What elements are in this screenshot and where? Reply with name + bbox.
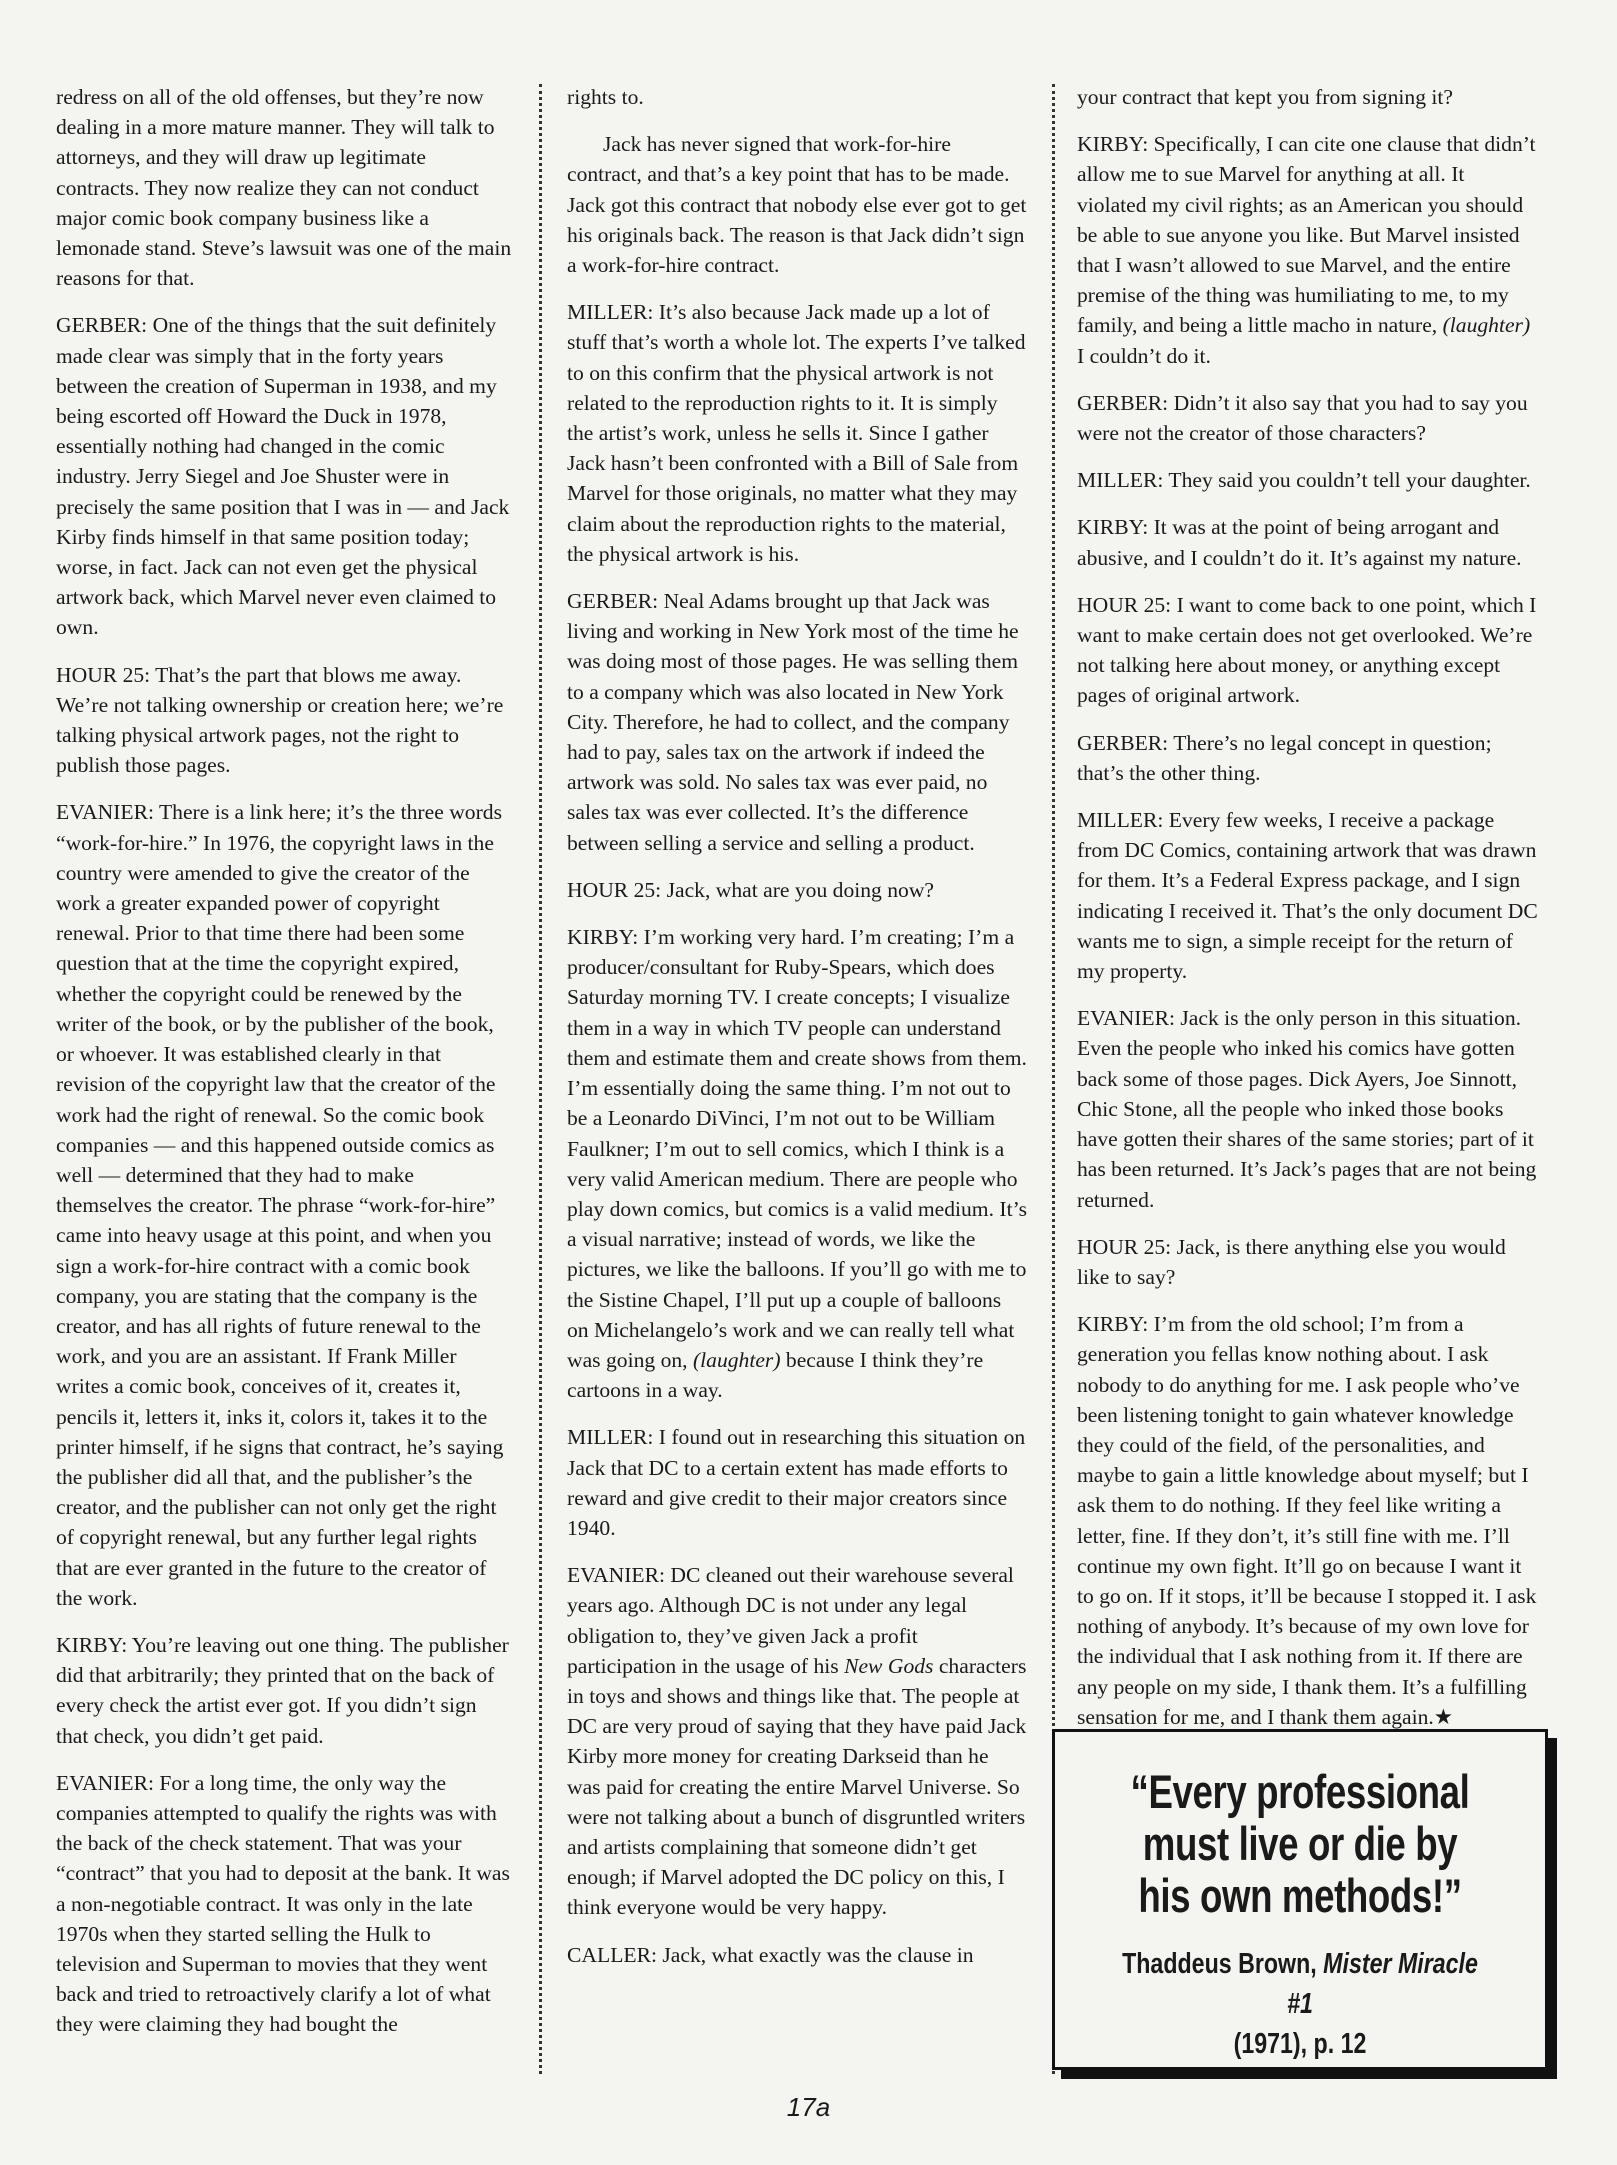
paragraph: GERBER: Neal Adams brought up that Jack was living and working in New York most of the time he was doing most of those pages. He was selling them to a company which was also located in New York City. Therefore, he had to collect, and the company had to pay, sales tax on the artwork if indeed the artwork was sold. No sales tax was ever paid, no sales tax was ever collected. It’s the difference between selling a service and selling a product. [567, 589, 1019, 855]
paragraph: Jack has never signed that work-for-hire contract, and that’s a key point that has to be made. Jack got this contract that nobody else ever got to get his originals back. The reason is that Jack didn’t sign a work-for-hire contract. [567, 132, 1027, 278]
quote-author: Thaddeus Brown, [1122, 1948, 1317, 1980]
paragraph: HOUR 25: Jack, is there anything else you would like to say? [1077, 1234, 1506, 1289]
paragraph: KIRBY: You’re leaving out one thing. The publisher did that arbitrarily; they printed that on the back of every check the artist ever got. If you didn’t sign that check, you didn’t get paid. [56, 1632, 509, 1748]
column-1 [56, 82, 514, 2057]
column-divider [539, 84, 542, 2074]
paragraph: MILLER: It’s also because Jack made up a lot of stuff that’s worth a whole lot. The experts I’ve talked to on this confirm that the physical artwork is not related to the reproduction rights to it. It is simply the artist’s work, unless he sells it. Since I gather Jack hasn’t been confronted with a Bill of Sale from Marvel for those originals, no matter what they may claim about the reproduction rights to the material, the physical artwork is his. [567, 300, 1026, 566]
paragraph: EVANIER: Jack is the only person in this situation. Even the people who inked his comics have gotten back some of those pages. Dick Ayers, Joe Sinnott, Chic Stone, all the people who inked those books have gotten their shares of the same stories; part of it has been returned. It’s Jack’s pages that are not being returned. [1077, 1006, 1537, 1212]
pull-quote-text: “Every professional must live or die by his own methods!” [1130, 1765, 1470, 1922]
paragraph: KIRBY: Specifically, I can cite one clause that didn’t allow me to sue Marvel for anything at all. It violated my civil rights; as an American you should be able to sue anyone you like. But Marvel insisted that I wasn’t allowed to sue Marvel, and the entire premise of the thing was humiliating to me, to my family, and being a little macho in nature, (laughter) I couldn’t do it. [1077, 132, 1536, 368]
paragraph: rights to. [567, 85, 644, 109]
pull-quote-box [1052, 1729, 1548, 2070]
paragraph: MILLER: I found out in researching this situation on Jack that DC to a certain extent has made efforts to reward and give credit to their major creators since 1940. [567, 1425, 1026, 1540]
column-2 [567, 82, 1027, 1987]
column-3 [1077, 82, 1539, 1749]
paragraph: your contract that kept you from signing it? [1077, 85, 1454, 109]
paragraph: HOUR 25: I want to come back to one point, which I want to make certain does not get overlooked. We’re not talking here about money, or anything except pages of original artwork. [1077, 592, 1537, 708]
page-number: 17a [786, 2092, 831, 2122]
paragraph: GERBER: There’s no legal concept in question; that’s the other thing. [1077, 730, 1492, 785]
paragraph: EVANIER: For a long time, the only way the companies attempted to qualify the rights was with the back of the check statement. That was your “contract” that you had to deposit at the bank. It was a non-negotiable contract. It was only in the late 1970s when they started selling the Hulk to television and Superman to movies that they went back and tried to retroactively clarify a lot of what they were claiming they had bought the [56, 1770, 510, 2037]
paragraph: MILLER: They said you couldn’t tell your daughter. [1077, 468, 1531, 493]
paragraph: KIRBY: I’m working very hard. I’m creating; I’m a producer/consultant for Ruby-Spears, which does Saturday morning TV. I create concepts; I visualize them in a way in which TV people can understand them and estimate them and create shows from them. I’m essentially doing the same thing. I’m not out to be a Leonardo DiVinci, I’m not out to be William Faulkner; I’m out to sell comics, which I think is a very valid American medium. There are people who play down comics, but comics is a valid medium. It’s a visual narrative; instead of words, we like the pictures, we like the balloons. If you’ll go with me to the Sistine Chapel, I’ll put up a couple of balloons on Michelangelo’s work and we can really tell what was going on, (laughter) because I think they’re cartoons in a way. [567, 925, 1027, 1403]
paragraph: HOUR 25: That’s the part that blows me away. We’re not talking ownership or creation here; we’re talking physical artwork pages, not the right to publish those pages. [56, 662, 504, 778]
paragraph: redress on all of the old offenses, but they’re now dealing in a more mature manner. They will talk to attorneys, and they will draw up legitimate contracts. They now realize they can not conduct major comic book company business like a lemonade stand. Steve’s lawsuit was one of the main reasons for that. [56, 85, 512, 291]
quote-work: Mister Miracle #1 [1287, 1948, 1478, 2020]
paragraph: GERBER: One of the things that the suit definitely made clear was simply that in the forty years between the creation of Superman in 1938, and my being escorted off Howard the Duck in 1978, essentially nothing had changed in the comic industry. Jerry Siegel and Joe Shuster were in precisely the same position that I was in — and Jack Kirby finds himself in that same position today; worse, in fact. Jack can not even get the physical artwork back, which Marvel never even claimed to own. [56, 313, 510, 640]
paragraph: MILLER: Every few weeks, I receive a package from DC Comics, containing artwork that was drawn for them. It’s a Federal Express package, and I sign indicating I received it. That’s the only document DC wants me to sign, a simple receipt for the return of my property. [1077, 808, 1538, 984]
paragraph: HOUR 25: Jack, what are you doing now? [567, 877, 935, 902]
paragraph: KIRBY: It was at the point of being arrogant and abusive, and I couldn’t do it. It’s against my nature. [1077, 515, 1522, 570]
paragraph: GERBER: Didn’t it also say that you had to say you were not the creator of those characters? [1077, 390, 1528, 446]
paragraph: EVANIER: DC cleaned out their warehouse several years ago. Although DC is not under any legal obligation to, they’ve given Jack a profit participation in the usage of his New Gods characters in toys and shows and things like that. The people at DC are very proud of saying that they have paid Jack Kirby more money for creating Darkseid than he was paid for creating the entire Marvel Universe. So were not talking about a bunch of disgruntled writers and artists complaining that someone didn’t get enough; if Marvel adopted the DC policy on this, I think everyone would be very happy. [567, 1563, 1027, 1920]
paragraph: CALLER: Jack, what exactly was the clause in [567, 1942, 974, 1967]
paragraph: KIRBY: I’m from the old school; I’m from a generation you fellas know nothing about. I ask nobody to do anything for me. I ask people who’ve been listening tonight to gain whatever knowledge they could of the field, of the personalities, and maybe to gain a little knowledge about myself; but I ask them to do nothing. If they feel like writing a letter, fine. If they don’t, it’s still fine with me. I’ll continue my own fight. It’ll go on because I want it to go on. If it stops, it’ll be because I stopped it. I ask nothing of anybody. It’s because of my own love for the individual that I ask nothing from it. If there are any people on my side, I thank them. It’s a fulfilling sensation for me, and I thank them again.★ [1077, 1312, 1537, 1729]
pull-quote-attribution [1120, 1944, 1480, 2064]
quote-details: (1971), p. 12 [1233, 2028, 1367, 2060]
paragraph: EVANIER: There is a link here; it’s the three words “work-for-hire.” In 1976, the copyright laws in the country were amended to give the creator of the work a greater expanded power of copyright renewal. Prior to that time there had been some question that at the time the copyright expired, whether the copyright could be renewed by the writer of the book, or by the publisher of the book, or whoever. It was established clearly in that revision of the copyright law that the creator of the work had the right of renewal. So the comic book companies — and this happened outside comics as well — determined that they had to make themselves the creator. The phrase “work-for-hire” came into heavy usage at this point, and when you sign a work-for-hire contract with a comic book company, you are stating that the company is the creator, and has all rights of future renewal to the work, and you are an assistant. If Frank Miller writes a comic book, conceives of it, creates it, pencils it, letters it, inks it, colors it, takes it to the printer himself, if he signs that contract, he’s saying the publisher did all that, and the publisher’s the creator, and the publisher can not only get the right of copyright renewal, but any further legal rights that are ever granted in the future to the creator of the work. [56, 800, 504, 1610]
